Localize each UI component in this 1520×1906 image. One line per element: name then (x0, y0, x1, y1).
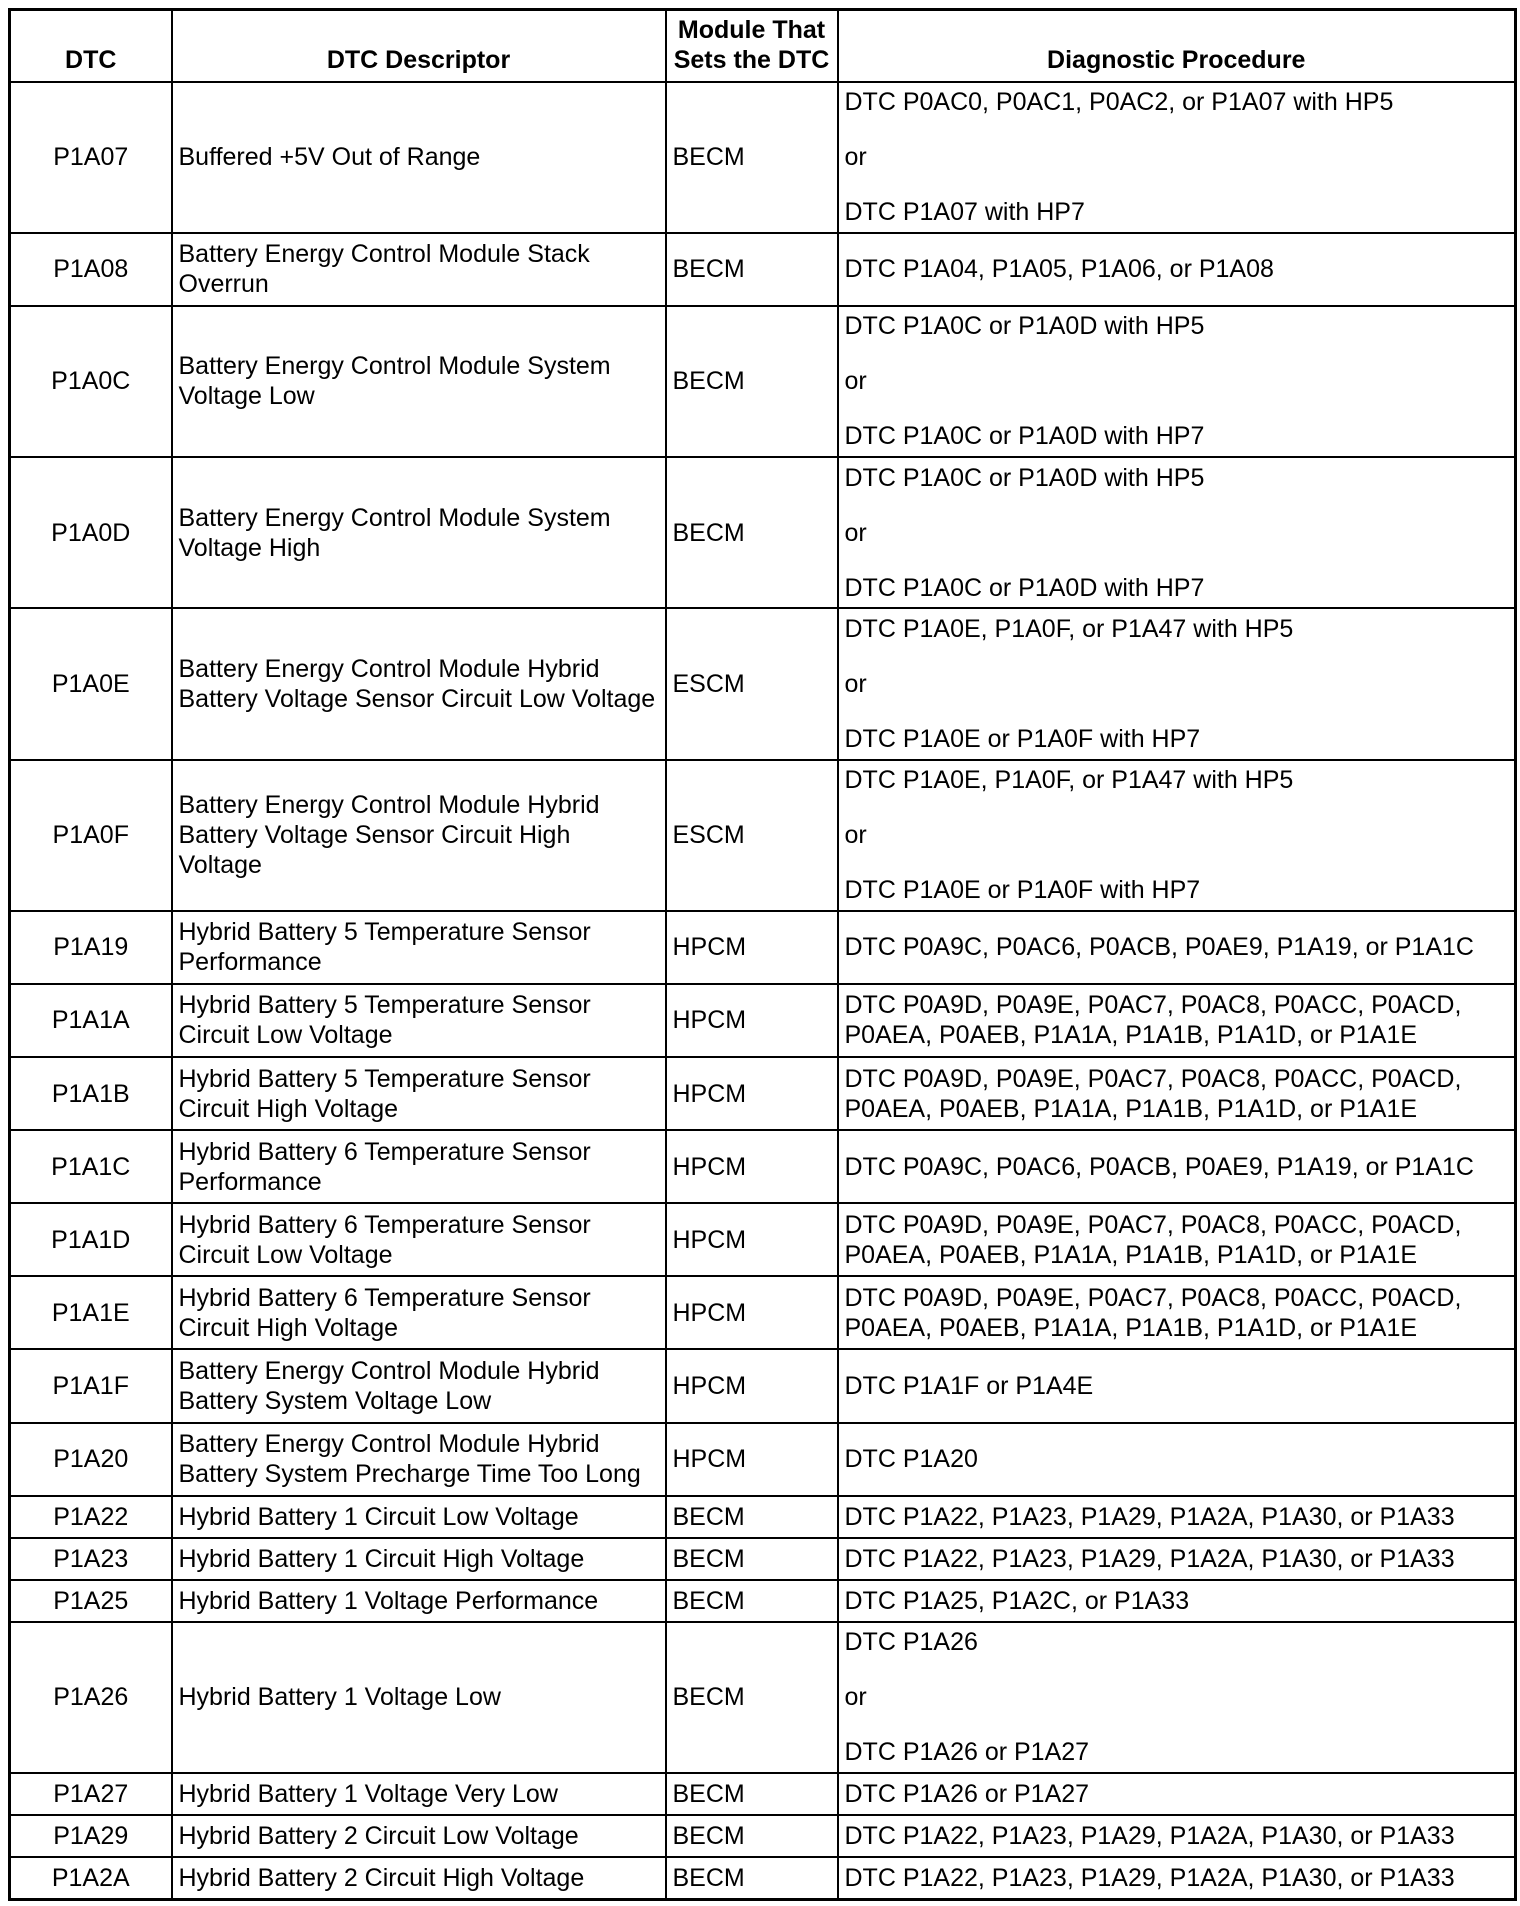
header-procedure: Diagnostic Procedure (838, 10, 1516, 82)
diagnostic-procedure (838, 233, 1516, 306)
procedure-line: DTC P1A22, P1A23, P1A29, P1A2A, P1A30, or P1A33 (844, 1544, 1455, 1573)
diagnostic-procedure (838, 1580, 1516, 1622)
table-row (10, 233, 1516, 306)
setting-module: BECM (666, 457, 838, 608)
procedure-line: or (844, 367, 867, 396)
diagnostic-procedure (838, 1423, 1516, 1496)
setting-module: HPCM (666, 1203, 838, 1276)
dtc-descriptor: Battery Energy Control Module Hybrid Battery Voltage Sensor Circuit High Voltage (172, 760, 666, 911)
procedure-line: DTC P1A25, P1A2C, or P1A33 (844, 1586, 1190, 1615)
dtc-code: P1A19 (10, 911, 172, 984)
table-row (10, 1580, 1516, 1622)
procedure-line: DTC P1A22, P1A23, P1A29, P1A2A, P1A30, or P1A33 (844, 1864, 1455, 1893)
setting-module: HPCM (666, 1057, 838, 1130)
table-row (10, 1057, 1516, 1130)
setting-module: BECM (666, 82, 838, 233)
procedure-line: or (844, 669, 867, 698)
diagnostic-procedure (838, 1276, 1516, 1349)
diagnostic-procedure (838, 1349, 1516, 1422)
dtc-descriptor: Battery Energy Control Module Stack Overrun (172, 233, 666, 306)
dtc-code: P1A29 (10, 1815, 172, 1857)
procedure-line: DTC P0A9D, P0A9E, P0AC7, P0AC8, P0ACC, P0ACD, P0AEA, P0AEB, P1A1A, P1A1B, P1A1D, or P1A1E (844, 1283, 1462, 1342)
dtc-code: P1A08 (10, 233, 172, 306)
setting-module: ESCM (666, 608, 838, 759)
procedure-line: or (844, 821, 867, 850)
diagnostic-procedure (838, 1815, 1516, 1857)
dtc-code: P1A22 (10, 1496, 172, 1538)
dtc-descriptor: Hybrid Battery 1 Circuit Low Voltage (172, 1496, 666, 1538)
procedure-line: DTC P1A0E or P1A0F with HP7 (844, 876, 1201, 905)
dtc-descriptor: Battery Energy Control Module System Voltage High (172, 457, 666, 608)
dtc-code: P1A0D (10, 457, 172, 608)
table-row (10, 1857, 1516, 1899)
table-header-row (10, 10, 1516, 82)
dtc-code: P1A26 (10, 1622, 172, 1773)
dtc-code: P1A1D (10, 1203, 172, 1276)
diagnostic-procedure (838, 1538, 1516, 1580)
procedure-line: or (844, 1683, 867, 1712)
setting-module: HPCM (666, 1423, 838, 1496)
diagnostic-procedure (838, 911, 1516, 984)
table-row (10, 1276, 1516, 1349)
setting-module: BECM (666, 1857, 838, 1899)
dtc-descriptor: Hybrid Battery 1 Circuit High Voltage (172, 1538, 666, 1580)
table-row (10, 1496, 1516, 1538)
dtc-code: P1A0E (10, 608, 172, 759)
setting-module: HPCM (666, 911, 838, 984)
table-body (10, 82, 1516, 1900)
procedure-line: DTC P1A0E, P1A0F, or P1A47 with HP5 (844, 766, 1294, 795)
setting-module: BECM (666, 233, 838, 306)
procedure-line: DTC P1A07 with HP7 (844, 198, 1085, 227)
dtc-descriptor: Hybrid Battery 5 Temperature Sensor Circuit Low Voltage (172, 984, 666, 1057)
diagnostic-procedure (838, 1130, 1516, 1203)
diagnostic-procedure (838, 1496, 1516, 1538)
setting-module: HPCM (666, 1130, 838, 1203)
dtc-descriptor: Buffered +5V Out of Range (172, 82, 666, 233)
dtc-code: P1A07 (10, 82, 172, 233)
dtc-code: P1A25 (10, 1580, 172, 1622)
procedure-line: DTC P0A9D, P0A9E, P0AC7, P0AC8, P0ACC, P0ACD, P0AEA, P0AEB, P1A1A, P1A1B, P1A1D, or P1A1E (844, 1210, 1462, 1269)
procedure-line: or (844, 518, 867, 547)
table-row (10, 1130, 1516, 1203)
dtc-descriptor: Hybrid Battery 6 Temperature Sensor Circuit Low Voltage (172, 1203, 666, 1276)
dtc-descriptor: Hybrid Battery 5 Temperature Sensor Performance (172, 911, 666, 984)
procedure-line: DTC P0A9C, P0AC6, P0ACB, P0AE9, P1A19, or P1A1C (844, 1152, 1474, 1181)
dtc-descriptor: Hybrid Battery 5 Temperature Sensor Circuit High Voltage (172, 1057, 666, 1130)
procedure-line: DTC P1A0E or P1A0F with HP7 (844, 724, 1201, 753)
diagnostic-procedure (838, 1203, 1516, 1276)
procedure-line: DTC P0A9D, P0A9E, P0AC7, P0AC8, P0ACC, P0ACD, P0AEA, P0AEB, P1A1A, P1A1B, P1A1D, or P1A1E (844, 1064, 1462, 1123)
setting-module: BECM (666, 1538, 838, 1580)
table-row (10, 82, 1516, 233)
procedure-line: DTC P0AC0, P0AC1, P0AC2, or P1A07 with HP5 (844, 88, 1394, 117)
table-row (10, 1538, 1516, 1580)
dtc-descriptor: Hybrid Battery 2 Circuit Low Voltage (172, 1815, 666, 1857)
table-row (10, 1423, 1516, 1496)
dtc-code: P1A20 (10, 1423, 172, 1496)
setting-module: BECM (666, 1496, 838, 1538)
table-row (10, 457, 1516, 608)
header-module: Module That Sets the DTC (666, 10, 838, 82)
diagnostic-procedure (838, 82, 1516, 233)
diagnostic-procedure (838, 760, 1516, 911)
diagnostic-procedure (838, 608, 1516, 759)
procedure-line: DTC P1A0E, P1A0F, or P1A47 with HP5 (844, 614, 1294, 643)
dtc-code: P1A1A (10, 984, 172, 1057)
dtc-descriptor: Hybrid Battery 2 Circuit High Voltage (172, 1857, 666, 1899)
table-row (10, 760, 1516, 911)
procedure-line: DTC P1A0C or P1A0D with HP5 (844, 463, 1205, 492)
dtc-code: P1A27 (10, 1773, 172, 1815)
header-descriptor: DTC Descriptor (172, 10, 666, 82)
procedure-line: DTC P1A20 (844, 1445, 978, 1474)
dtc-descriptor: Hybrid Battery 6 Temperature Sensor Circuit High Voltage (172, 1276, 666, 1349)
header-dtc: DTC (10, 10, 172, 82)
dtc-code: P1A0C (10, 306, 172, 457)
dtc-code: P1A1F (10, 1349, 172, 1422)
table-row (10, 911, 1516, 984)
dtc-code: P1A2A (10, 1857, 172, 1899)
dtc-table (8, 8, 1517, 1901)
dtc-descriptor: Battery Energy Control Module Hybrid Battery System Voltage Low (172, 1349, 666, 1422)
table-row (10, 1622, 1516, 1773)
procedure-line: DTC P1A26 or P1A27 (844, 1738, 1090, 1767)
table-row (10, 608, 1516, 759)
procedure-line: DTC P1A22, P1A23, P1A29, P1A2A, P1A30, or P1A33 (844, 1502, 1455, 1531)
procedure-line: DTC P1A0C or P1A0D with HP7 (844, 573, 1205, 602)
table-row (10, 1815, 1516, 1857)
table-row (10, 1203, 1516, 1276)
setting-module: HPCM (666, 1276, 838, 1349)
procedure-line: DTC P1A0C or P1A0D with HP5 (844, 312, 1205, 341)
setting-module: ESCM (666, 760, 838, 911)
table-row (10, 306, 1516, 457)
setting-module: BECM (666, 1773, 838, 1815)
procedure-line: DTC P1A22, P1A23, P1A29, P1A2A, P1A30, or P1A33 (844, 1822, 1455, 1851)
procedure-line: DTC P0A9C, P0AC6, P0ACB, P0AE9, P1A19, or P1A1C (844, 933, 1474, 962)
diagnostic-procedure (838, 984, 1516, 1057)
procedure-line: DTC P0A9D, P0A9E, P0AC7, P0AC8, P0ACC, P0ACD, P0AEA, P0AEB, P1A1A, P1A1B, P1A1D, or P1A1E (844, 991, 1462, 1050)
table-row (10, 984, 1516, 1057)
dtc-descriptor: Hybrid Battery 6 Temperature Sensor Performance (172, 1130, 666, 1203)
diagnostic-procedure (838, 457, 1516, 608)
setting-module: BECM (666, 1815, 838, 1857)
diagnostic-procedure (838, 1857, 1516, 1899)
procedure-line: DTC P1A1F or P1A4E (844, 1371, 1094, 1400)
dtc-code: P1A1E (10, 1276, 172, 1349)
dtc-descriptor: Battery Energy Control Module System Voltage Low (172, 306, 666, 457)
setting-module: BECM (666, 1622, 838, 1773)
diagnostic-procedure (838, 306, 1516, 457)
dtc-descriptor: Hybrid Battery 1 Voltage Low (172, 1622, 666, 1773)
table-row (10, 1349, 1516, 1422)
procedure-line: DTC P1A26 or P1A27 (844, 1780, 1090, 1809)
procedure-line: DTC P1A26 (844, 1628, 978, 1657)
dtc-descriptor: Hybrid Battery 1 Voltage Performance (172, 1580, 666, 1622)
diagnostic-procedure (838, 1622, 1516, 1773)
procedure-line: DTC P1A04, P1A05, P1A06, or P1A08 (844, 255, 1274, 284)
dtc-descriptor: Battery Energy Control Module Hybrid Battery Voltage Sensor Circuit Low Voltage (172, 608, 666, 759)
diagnostic-procedure (838, 1057, 1516, 1130)
dtc-descriptor: Hybrid Battery 1 Voltage Very Low (172, 1773, 666, 1815)
dtc-descriptor: Battery Energy Control Module Hybrid Battery System Precharge Time Too Long (172, 1423, 666, 1496)
setting-module: HPCM (666, 984, 838, 1057)
dtc-code: P1A1B (10, 1057, 172, 1130)
dtc-code: P1A0F (10, 760, 172, 911)
setting-module: BECM (666, 306, 838, 457)
dtc-code: P1A23 (10, 1538, 172, 1580)
procedure-line: DTC P1A0C or P1A0D with HP7 (844, 422, 1205, 451)
diagnostic-procedure (838, 1773, 1516, 1815)
dtc-code: P1A1C (10, 1130, 172, 1203)
procedure-line: or (844, 143, 867, 172)
setting-module: HPCM (666, 1349, 838, 1422)
setting-module: BECM (666, 1580, 838, 1622)
table-row (10, 1773, 1516, 1815)
